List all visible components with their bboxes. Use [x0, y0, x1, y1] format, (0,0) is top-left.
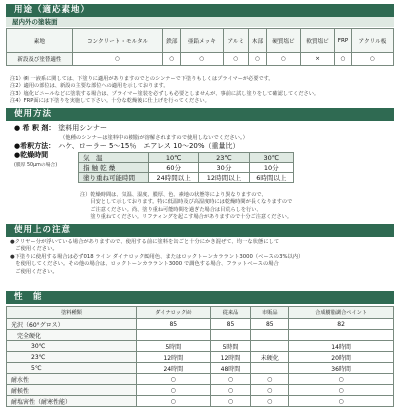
usage-mark: ○: [72, 53, 163, 66]
usage-mark: ○: [163, 53, 181, 66]
method-section-title: 使用方法: [6, 108, 394, 121]
perf-cell: 36時間: [289, 363, 394, 374]
usage-header-row: [7, 29, 394, 53]
usage-mark: ○: [266, 53, 300, 66]
drying-note: ご注意ください。尚、塗り重ね可能時間を過ぎた場合は目荒らしを行い、: [80, 206, 262, 213]
usage-subtitle: 屋内外の塗装面: [6, 17, 394, 27]
perf-row-label: 30℃: [7, 341, 137, 352]
perf-row-label: 光沢（60°グロス）: [7, 319, 137, 330]
performance-table: [6, 306, 394, 407]
usage-header-cell: 亜鉛メッキ: [181, 29, 223, 53]
dry-header-cell: 30℃: [249, 153, 293, 163]
perf-row: [7, 319, 394, 330]
perf-cell: 12時間: [210, 352, 251, 363]
perf-cell: ○: [251, 385, 289, 396]
perf-cell: 85: [251, 319, 289, 330]
perf-cell: ○: [251, 396, 289, 407]
caution-line: ご使用ください。: [10, 268, 58, 275]
caution-line: ●クリヤー分が浮いている場合がありますので、使用する前に塗料を缶ごと十分にかき混ぜて、均一な状態にして: [10, 239, 280, 245]
dry-header-cell: 23℃: [199, 153, 249, 163]
usage-suitability-row: [7, 53, 394, 66]
usage-header-cell: 鉄部: [163, 29, 181, 53]
dry-row-label: 指 触 乾 燥: [79, 163, 149, 173]
dry-header-row: [79, 153, 294, 163]
perf-cell: ○: [137, 374, 211, 385]
dry-film-note: (膜厚 50μmの場合): [14, 163, 58, 168]
dry-cell: 12時間以上: [199, 173, 249, 183]
dry-cell: 24時間以上: [149, 173, 199, 183]
perf-cell: ○: [210, 385, 251, 396]
perf-cell: [251, 330, 289, 341]
thinner-label: ● 希 釈 剤：: [14, 124, 56, 132]
thinner-value: 塗料用シンナー: [58, 124, 108, 132]
usage-header-cell: アクリル板: [351, 29, 393, 53]
dry-row-label: 塗り重ね可能時間: [79, 173, 149, 183]
perf-row: [7, 396, 394, 407]
dry-header-cell: 気 温: [79, 153, 149, 163]
dry-cell: 6時間以上: [249, 173, 293, 183]
usage-mark: ○: [223, 53, 249, 66]
usage-header-cell: 木部: [249, 29, 267, 53]
usage-header-cell: 軟質塩ビ: [301, 29, 335, 53]
perf-row: [7, 352, 394, 363]
caution-line: ●下塗りに使用する場合は必ず018 ライン ダイナロック㈼用色、またはロックトーンカララント3000（ベースの3%以内）: [10, 253, 304, 260]
perf-row: [7, 374, 394, 385]
perf-header-cell: 従来品: [210, 307, 251, 319]
usage-mark: ○: [181, 53, 223, 66]
dry-header-cell: 10℃: [149, 153, 199, 163]
usage-note: 注2）適用の部位は、新設の主要な部位への適用を示しております。: [10, 83, 169, 90]
usage-note: 注3）塩化ビニールなどに塗装する場合は、プライマー塗装を必ずしも必要としませんが、事前に試し塗りをして確認してください。: [10, 90, 320, 97]
usage-table: [6, 28, 394, 66]
perf-cell: 未硬化: [251, 352, 289, 363]
perf-row: [7, 385, 394, 396]
perf-header-cell: 合成樹脂調合ペイント: [289, 307, 394, 319]
perf-row: [7, 363, 394, 374]
usage-mark: ○: [249, 53, 267, 66]
perf-cell: ○: [210, 374, 251, 385]
usage-section-title: 用途（適応素地）: [6, 4, 394, 17]
perf-cell: 85: [210, 319, 251, 330]
perf-cell: [210, 330, 251, 341]
perf-cell: 14時間: [289, 341, 394, 352]
perf-row-label: 耐水性: [7, 374, 137, 385]
caution-section-title: 使用上の注意: [6, 224, 394, 237]
perf-cell: 5時間: [210, 341, 251, 352]
perf-cell: ○: [137, 396, 211, 407]
perf-cell: [251, 363, 289, 374]
thinner-line: [14, 124, 394, 134]
dry-label: ●乾燥時間: [14, 151, 49, 159]
drying-note: 塗り重ねてください。リフティングを起こす場合がありますので十分ご注意ください。: [80, 214, 293, 221]
perf-cell: ○: [251, 374, 289, 385]
dry-row: [79, 163, 294, 173]
usage-row-label: 新設及び塗替適性: [7, 53, 73, 66]
perf-header-cell: ダイナロック㈽: [137, 307, 211, 319]
usage-note: 注1）㈱ 一液系に関しては、下塗りに適用がありますのでとのシンナーで下塗りもしくはプライマーが必要です。: [10, 76, 274, 82]
perf-cell: 12時間: [137, 352, 211, 363]
performance-section-title: 性 能: [6, 291, 394, 304]
perf-row: [7, 341, 394, 352]
dry-cell: 30分: [199, 163, 249, 173]
usage-note: 注4）FRP面には下塗りを実施して下さい。十分な乾燥後に仕上げを行ってください。: [10, 98, 210, 105]
caution-block: [10, 239, 394, 276]
perf-cell: ○: [137, 385, 211, 396]
perf-header-row: [7, 307, 394, 319]
usage-notes: [10, 76, 394, 106]
drying-note: 目安として示しております。特に低温時及び高湿度時には乾燥時間が長くなりますので: [80, 199, 293, 206]
perf-row-label: 5℃: [7, 363, 137, 374]
perf-cell: [289, 330, 394, 341]
drying-time-table: [78, 152, 294, 183]
drying-notes: [80, 192, 390, 222]
perf-cell: ○: [289, 385, 394, 396]
perf-cell: ○: [289, 396, 394, 407]
perf-cell: 5時間: [137, 341, 211, 352]
usage-header-cell: 素地: [7, 29, 73, 53]
perf-row-label: 耐候性: [7, 385, 137, 396]
usage-header-cell: コンクリート・モルタル: [72, 29, 163, 53]
perf-row-label: 23℃: [7, 352, 137, 363]
drying-note: 注）乾燥時間は、気温、湿度、膜厚、色、素地の状態等により異なりますので、: [80, 192, 267, 198]
usage-mark: ×: [301, 53, 335, 66]
perf-cell: ○: [210, 396, 251, 407]
perf-row-label: 耐塩害性（耐寒性能）: [7, 396, 137, 407]
caution-line: を使用してください。その他の場合は、ロックトーンカララント3000 で調色する場合、フラットベースの場合: [10, 261, 279, 268]
perf-cell: 24時間: [137, 363, 211, 374]
caution-line: ご使用ください。: [10, 246, 58, 253]
perf-header-cell: 市販品: [251, 307, 289, 319]
dry-cell: 60分: [149, 163, 199, 173]
dry-cell: 10分: [249, 163, 293, 173]
usage-mark: ○: [351, 53, 393, 66]
perf-cell: 82: [289, 319, 394, 330]
apply-label: ●希釈方法：: [14, 141, 56, 150]
perf-cell: 85: [137, 319, 211, 330]
apply-line: [14, 142, 394, 152]
perf-cell: [137, 330, 211, 341]
perf-cell: [251, 341, 289, 352]
perf-cell: 48時間: [210, 363, 251, 374]
usage-header-cell: FRP: [335, 29, 352, 53]
perf-row-label: 完全硬化: [7, 330, 137, 341]
usage-header-cell: アルミ: [223, 29, 249, 53]
perf-header-cell: 塗料種類: [7, 307, 137, 319]
perf-cell: 20時間: [289, 352, 394, 363]
apply-value: ハケ、ローラー 5〜15％ エアレス 10〜20%（重量比）: [58, 141, 240, 150]
usage-header-cell: 硬質塩ビ: [266, 29, 300, 53]
perf-row: [7, 330, 394, 341]
dry-row: [79, 173, 294, 183]
thinner-note: （他種のシンナーは塗料中の樹脂が溶解されますので使用しないでください。）: [60, 134, 248, 141]
perf-cell: ○: [289, 374, 394, 385]
usage-mark: ○: [335, 53, 352, 66]
